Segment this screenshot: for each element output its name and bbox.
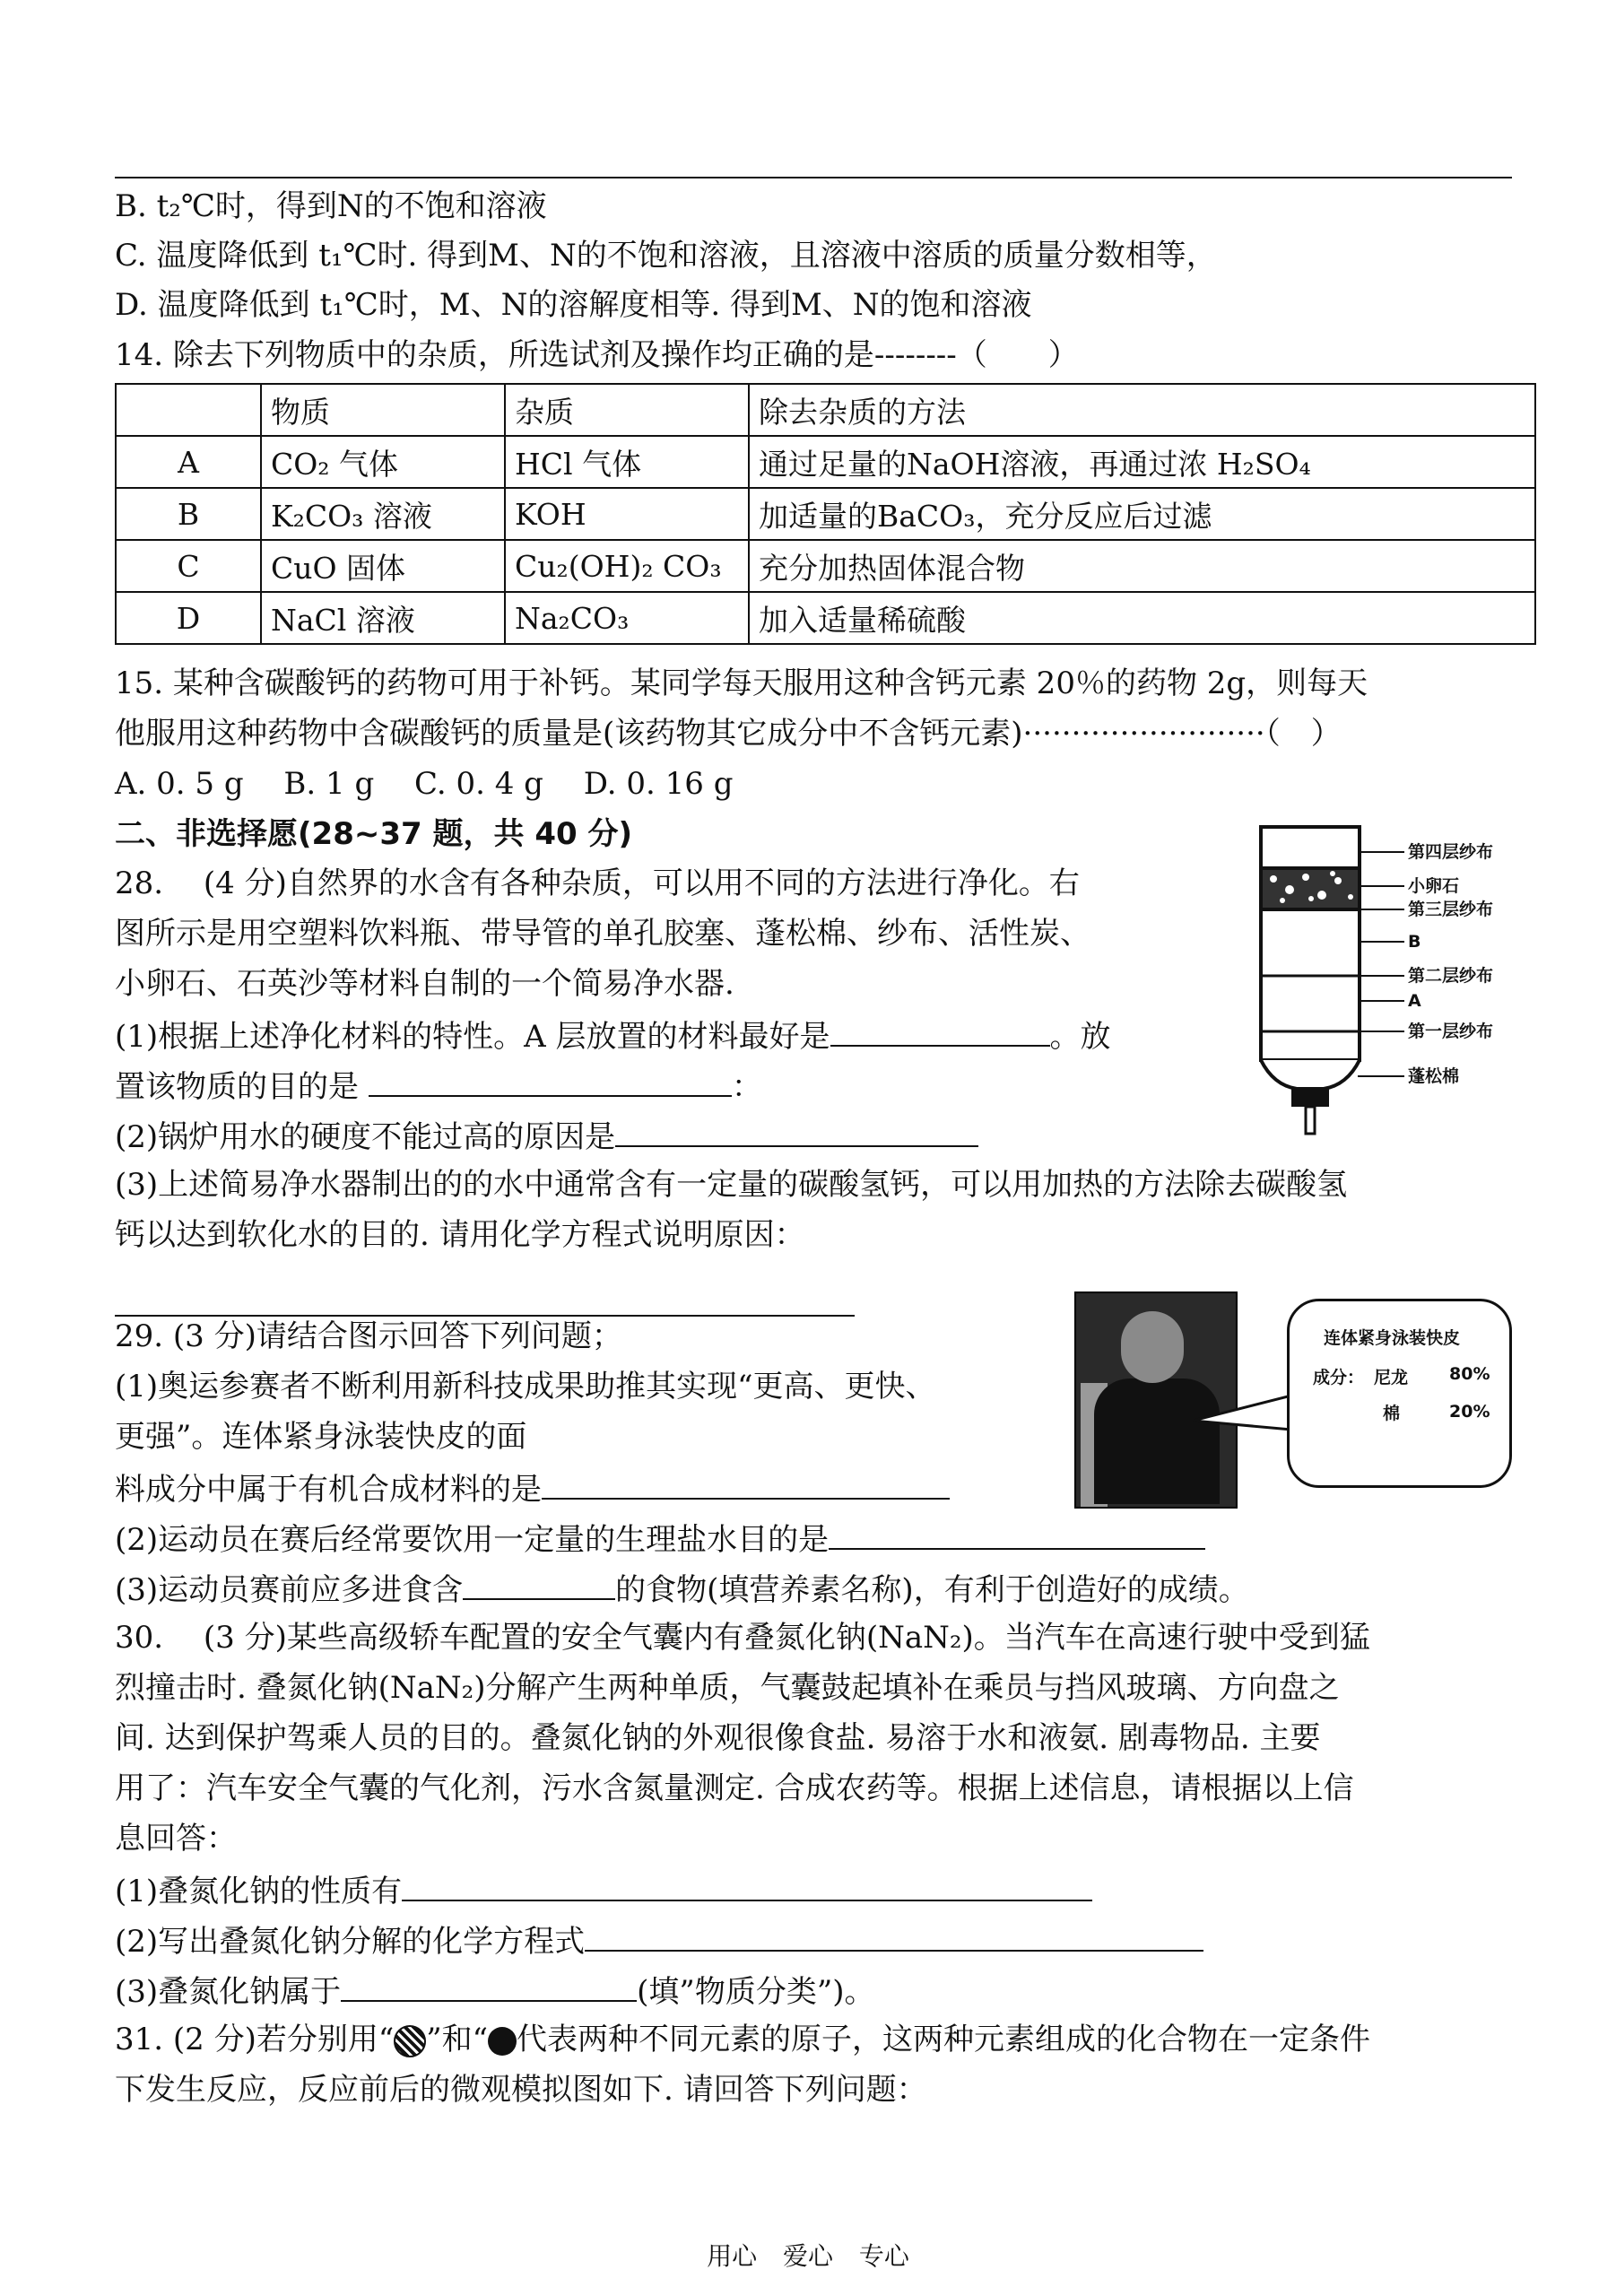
hatched-atom-icon [394, 2025, 426, 2057]
q29-sub-1-line-2: 更强”。连体紧身泳装快皮的面 [115, 1419, 527, 1455]
table-cell: CO₂ 气体 [261, 436, 505, 488]
q28-sub-3-line-2: 钙以达到软化水的目的. 请用化学方程式说明原因： [115, 1217, 805, 1253]
answer-blank[interactable] [830, 1014, 1050, 1047]
q31-text-c: 代表两种不同元素的原子，这两种元素组成的化合物在一定条件 [517, 2022, 1370, 2057]
q28-sub-1-text: (1)根据上述净化材料的特性。A 层放置的材料最好是 [115, 1019, 830, 1055]
table-cell: KOH [505, 488, 749, 540]
q30-sub-2-text: (2)写出叠氮化钠分解的化学方程式 [115, 1924, 586, 1960]
q28-sub-1-purpose-text: 置该物质的目的是 [115, 1069, 359, 1105]
q30-sub-3-tail: (填”物质分类”)。 [637, 1974, 875, 2010]
q31-line-2: 下发生反应，反应前后的微观模拟图如下. 请回答下列问题： [115, 2072, 927, 2108]
answer-blank[interactable] [402, 1869, 1092, 1901]
answer-blank[interactable] [369, 1065, 732, 1097]
bubble-pct-1: 80% [1449, 1364, 1490, 1384]
q30-sub-1-text: (1)叠氮化钠的性质有 [115, 1874, 403, 1909]
label-leaders [1358, 852, 1404, 1076]
q28-line-1: 28. (4 分)自然界的水含有各种杂质，可以用不同的方法进行净化。右 [115, 865, 1080, 901]
swimsuit-info-bubble [1287, 1299, 1512, 1488]
table-cell: B [116, 488, 261, 540]
q14-table [115, 383, 1536, 645]
table-row [116, 436, 1535, 488]
q13-option-d: D. 温度降低到 t₁℃时，M、N的溶解度相等. 得到M、N的饱和溶液 [115, 287, 1032, 323]
figure-label: A [1408, 991, 1421, 1011]
q29-sub-1-text: 料成分中属于有机合成材料的是 [115, 1472, 542, 1508]
table-cell: K₂CO₃ 溶液 [261, 488, 505, 540]
bubble-item-2: 棉 [1383, 1404, 1401, 1423]
q29-sub-3-tail: 的食物(填营养素名称)，有利于创造好的成绩。 [615, 1572, 1249, 1608]
answer-blank[interactable] [115, 1284, 855, 1317]
q29-line-1: 29. (3 分)请结合图示回答下列问题； [115, 1318, 622, 1354]
solid-atom-icon [488, 2027, 517, 2056]
table-cell: Na₂CO₃ [505, 592, 749, 644]
q15-line-2: 他服用这种药物中含碳酸钙的质量是(该药物其它成分中不含钙元素)·························（ ） [115, 716, 1342, 752]
q28-sub-2 [115, 1115, 978, 1157]
stopper [1291, 1087, 1329, 1107]
q30-sub-3-text: (3)叠氮化钠属于 [115, 1974, 342, 2010]
table-cell: 通过足量的NaOH溶液，再通过浓 H₂SO₄ [749, 436, 1535, 488]
table-cell: 加入适量稀硫酸 [749, 592, 1535, 644]
q14-stem: 14. 除去下列物质中的杂质，所选试剂及操作均正确的是--------（ ） [115, 337, 1079, 373]
q30-line-1: 30. (3 分)某些高级轿车配置的安全气囊内有叠氮化钠(NaN₂)。当汽车在高速行驶中受到猛 [115, 1620, 1370, 1656]
bottle-neck [1261, 1060, 1360, 1089]
answer-blank[interactable] [829, 1518, 1205, 1550]
table-header-cell: 物质 [261, 384, 505, 436]
table-header-row [116, 384, 1535, 436]
water-filter-diagram [1247, 816, 1542, 1139]
q30-line-4: 用了：汽车安全气囊的气化剂，污水含氮量测定. 合成农药等。根据上述信息，请根据以上信 [115, 1770, 1354, 1806]
q28-sub-3-line-1: (3)上述简易净水器制出的的水中通常含有一定量的碳酸氢钙，可以用加热的方法除去碳酸氢 [115, 1167, 1348, 1203]
bottle-body [1261, 827, 1360, 1060]
q28-sub-1-colon: ： [731, 1069, 762, 1105]
page-footer: 用心 爱心 专心 [707, 2241, 909, 2271]
q30-line-3: 间. 达到保护驾乘人员的目的。叠氮化钠的外观很像食盐. 易溶于水和液氨. 剧毒物品. 主要 [115, 1720, 1321, 1756]
q30-sub-3 [115, 1970, 874, 2012]
q29-sub-2 [115, 1518, 1205, 1560]
q28-sub-1-continued [115, 1065, 762, 1107]
bubble-pct-2: 20% [1449, 1402, 1490, 1422]
table-cell: A [116, 436, 261, 488]
answer-blank[interactable] [542, 1467, 950, 1500]
q31-line-1 [115, 2020, 1370, 2059]
figure-label: 第三层纱布 [1408, 900, 1494, 919]
table-cell: HCl 气体 [505, 436, 749, 488]
q30-line-5: 息回答： [115, 1821, 237, 1857]
q28-line-2: 图所示是用空塑料饮料瓶、带导管的单孔胶塞、蓬松棉、纱布、活性炭、 [115, 916, 1090, 952]
q13-option-b: B. t₂℃时，得到N的不饱和溶液 [115, 188, 547, 224]
q28-sub-1-tail: 。放 [1049, 1019, 1111, 1055]
q29-sub-3-text: (3)运动员赛前应多进食含 [115, 1572, 464, 1608]
table-header-cell: 杂质 [505, 384, 749, 436]
figure-label: 小卵石 [1408, 876, 1460, 896]
table-row [116, 540, 1535, 592]
q15-line-1: 15. 某种含碳酸钙的药物可用于补钙。某同学每天服用这种含钙元素 20％的药物 2g，则每天 [115, 665, 1368, 701]
table-row [116, 592, 1535, 644]
figure-label: 第四层纱布 [1408, 842, 1494, 862]
q31-text-a: 31. (2 分)若分别用“ [115, 2022, 395, 2057]
table-cell: CuO 固体 [261, 540, 505, 592]
figure-label: 第二层纱布 [1408, 966, 1494, 986]
q15-options: A. 0. 5 g B. 1 g C. 0. 4 g D. 0. 16 g [115, 766, 734, 802]
q29-sub-1-line-3 [115, 1467, 950, 1509]
q13-option-c: C. 温度降低到 t₁℃时. 得到M、N的不饱和溶液，且溶液中溶质的质量分数相等， [115, 238, 1217, 274]
speech-bubble-tail [1193, 1390, 1300, 1444]
q29-sub-1-line-1: (1)奥运参赛者不断利用新科技成果助推其实现“更高、更快、 [115, 1369, 936, 1405]
q30-sub-1 [115, 1869, 1092, 1911]
table-cell: NaCl 溶液 [261, 592, 505, 644]
table-cell: Cu₂(OH)₂ CO₃ [505, 540, 749, 592]
q29-sub-2-text: (2)运动员在赛后经常要饮用一定量的生理盐水目的是 [115, 1522, 830, 1558]
table-cell: 充分加热固体混合物 [749, 540, 1535, 592]
answer-blank[interactable] [341, 1970, 637, 2002]
q29-sub-3 [115, 1568, 1249, 1610]
bubble-label: 成分： [1313, 1368, 1365, 1387]
pebble-layer [1263, 870, 1358, 908]
figure-label: B [1408, 932, 1421, 952]
bubble-item-1: 尼龙 [1374, 1368, 1409, 1387]
q28-sub-2-text: (2)锅炉用水的硬度不能过高的原因是 [115, 1119, 616, 1155]
bubble-title: 连体紧身泳装快皮 [1324, 1328, 1461, 1348]
q30-sub-2 [115, 1919, 1203, 1961]
table-row [116, 488, 1535, 540]
answer-blank[interactable] [615, 1115, 978, 1147]
table-cell: C [116, 540, 261, 592]
figure-label: 蓬松棉 [1408, 1066, 1460, 1086]
table-cell: D [116, 592, 261, 644]
table-header-cell: 除去杂质的方法 [749, 384, 1535, 436]
q28-line-3: 小卵石、石英沙等材料自制的一个简易净水器. [115, 966, 734, 1002]
top-rule [115, 177, 1512, 178]
figure-label: 第一层纱布 [1408, 1022, 1494, 1041]
section-heading: 二、非选择愿(28~37 题，共 40 分) [115, 816, 633, 852]
q30-line-2: 烈撞击时. 叠氮化钠(NaN₂)分解产生两种单质，气囊鼓起填补在乘员与挡风玻璃、方向盘之 [115, 1670, 1340, 1706]
q28-sub-1 [115, 1014, 1111, 1057]
answer-blank[interactable] [463, 1568, 615, 1600]
table-header-cell [116, 384, 261, 436]
answer-blank[interactable] [585, 1919, 1203, 1952]
outlet-tube [1306, 1107, 1315, 1134]
q31-text-b: ”和“ [426, 2022, 488, 2057]
table-cell: 加适量的BaCO₃，充分反应后过滤 [749, 488, 1535, 540]
